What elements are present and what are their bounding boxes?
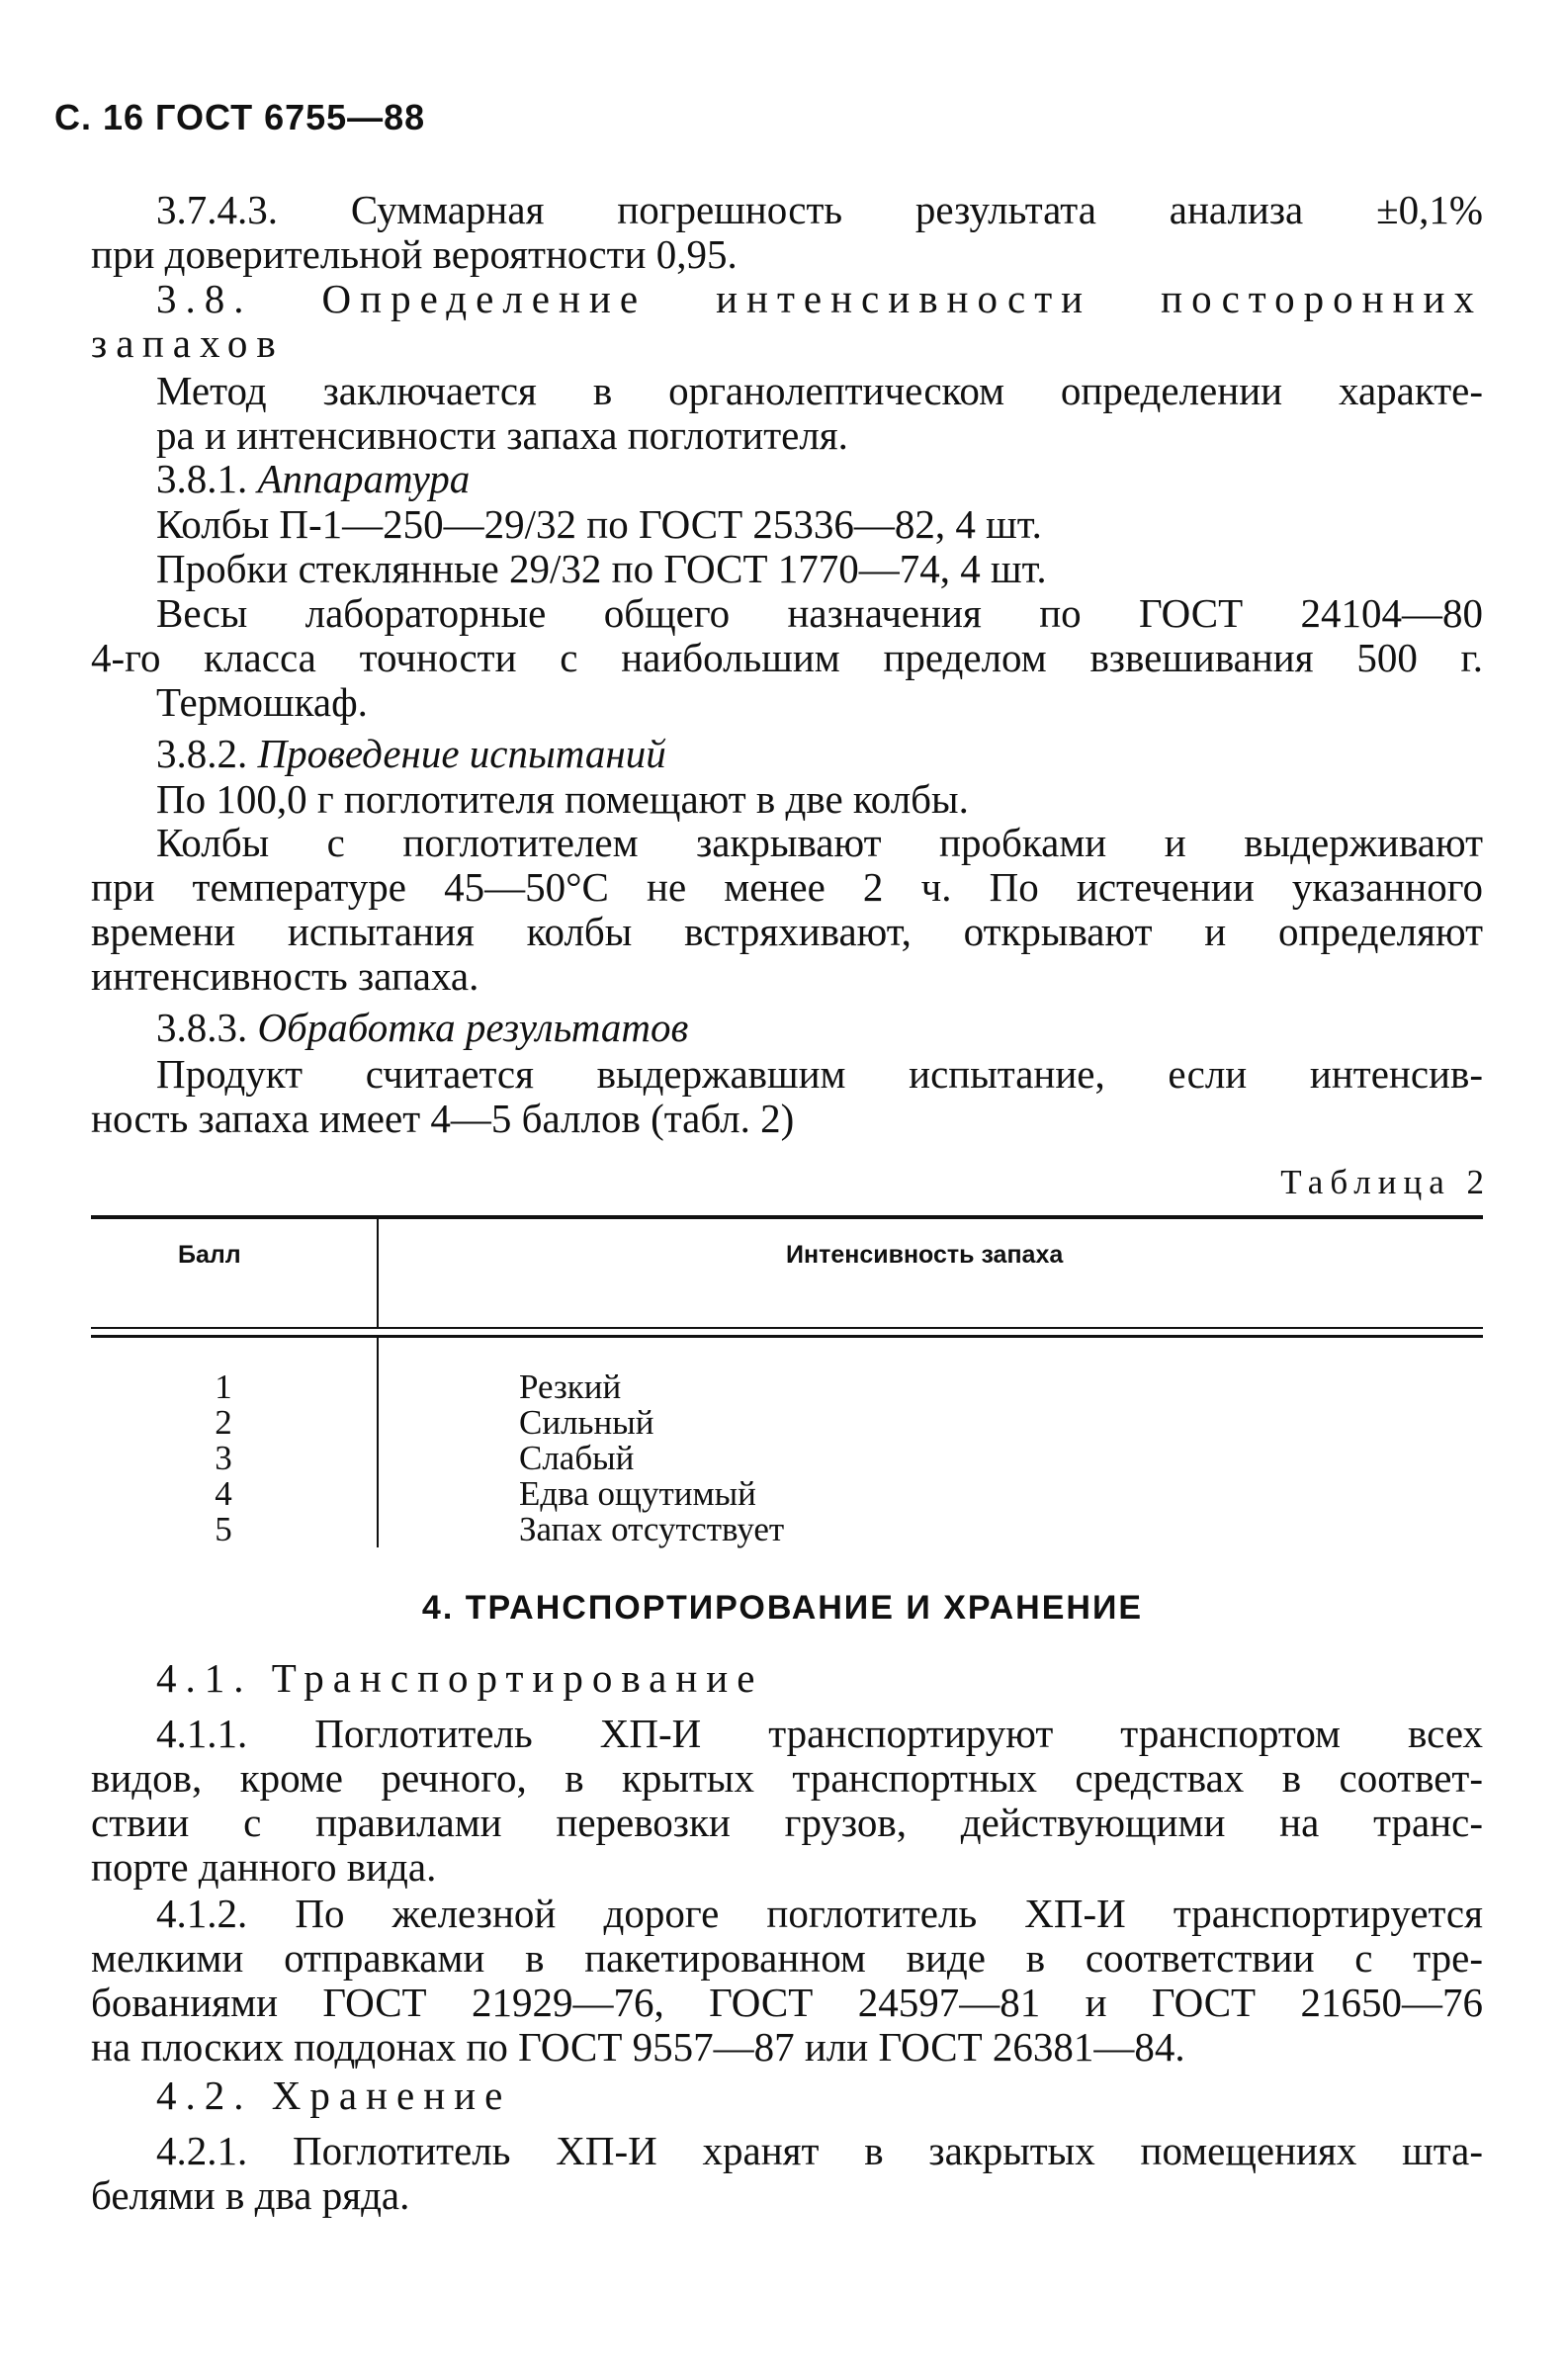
section-number: 3.8.1.: [156, 456, 248, 501]
table-cell-score: 1: [215, 1367, 232, 1406]
section-number: 3.8.3.: [156, 1005, 248, 1050]
table-cell-score: 2: [215, 1403, 232, 1442]
table-header-rule-2: [91, 1335, 1483, 1338]
table-body-divider: [377, 1338, 379, 1547]
table-header-rule-1: [91, 1327, 1483, 1329]
subheading-3-8-2: [91, 732, 1483, 776]
line: 3.7.4.3. Суммарная погрешность результата анализа ±0,1%: [156, 187, 1483, 232]
section-title: Аппаратура: [257, 456, 471, 501]
paragraph-flasks: [91, 502, 1483, 547]
subheading-3-8-1: [91, 457, 1483, 501]
line: 4.1.2. По железной дороге поглотитель ХП-И транспортируется: [156, 1891, 1483, 1936]
table-cell-intensity: Слабый: [519, 1439, 635, 1477]
line: Пробки стеклянные 29/32 по ГОСТ 1770—74, 4 шт.: [156, 546, 1047, 591]
line: 4.1.1. Поглотитель ХП-И транспортируют транспортом всех: [156, 1711, 1483, 1756]
column-header-intensity: Интенсивность запаха: [786, 1241, 1064, 1269]
line: 3.8. Определение интенсивности посторонних: [156, 276, 1483, 321]
line: ра и интенсивности запаха поглотителя.: [156, 412, 848, 458]
line: 4.1. Транспортирование: [156, 1655, 764, 1701]
line: на плоских поддонах по ГОСТ 9557—87 или ГОСТ 26381—84.: [91, 2024, 1185, 2070]
line: Метод заключается в органолептическом определении характе-: [156, 368, 1483, 413]
section-number: 3.8.2.: [156, 731, 248, 776]
paragraph-stoppers: [91, 547, 1483, 591]
column-header-score: Балл: [178, 1241, 241, 1269]
line: мелкими отправками в пакетированном виде в соответствии с тре-: [91, 1935, 1483, 1981]
line: Колбы П-1—250—29/32 по ГОСТ 25336—82, 4 шт.: [156, 501, 1042, 547]
section-title: Проведение испытаний: [257, 731, 666, 776]
line: 4-го класса точности с наибольшим пределом взвешивания 500 г.: [91, 635, 1483, 680]
line: Термошкаф.: [156, 679, 368, 725]
table-cell-intensity: Сильный: [519, 1403, 654, 1442]
table-cell-intensity: Резкий: [519, 1367, 622, 1406]
table-header-divider: [377, 1219, 379, 1327]
table-cell-intensity: Запах отсутствует: [519, 1510, 785, 1548]
line: Колбы с поглотителем закрывают пробками и выдерживают: [156, 820, 1483, 865]
table-cell-score: 3: [215, 1439, 232, 1477]
paragraph-procedure: [91, 821, 1483, 999]
heading-4-2: [91, 2073, 1483, 2118]
paragraph-thermostat: [91, 680, 1483, 725]
line: при температуре 45—50°С не менее 2 ч. По истечении указанного: [91, 864, 1483, 910]
line: при доверительной вероятности 0,95.: [91, 231, 738, 277]
table-cell-score: 4: [215, 1474, 232, 1513]
paragraph-3-7-4-3: [91, 188, 1483, 277]
line: видов, кроме речного, в крытых транспортных средствах в соответ-: [91, 1755, 1483, 1801]
line: запахов: [91, 320, 285, 366]
section-title: Обработка результатов: [257, 1005, 689, 1050]
intensity-column: [519, 1369, 784, 1547]
line: порте данного вида.: [91, 1844, 437, 1890]
line: времени испытания колбы встряхивают, открывают и определяют: [91, 909, 1483, 954]
line: Продукт считается выдержавшим испытание, если интенсив-: [156, 1051, 1483, 1097]
line: ствии с правилами перевозки грузов, действующими на транс-: [91, 1800, 1483, 1845]
page-header: С. 16 ГОСТ 6755—88: [54, 97, 426, 137]
paragraph-4-2-1: [91, 2129, 1483, 2218]
table-top-rule: [91, 1215, 1483, 1219]
score-column: [198, 1369, 249, 1547]
paragraph-4-1-2: [91, 1892, 1483, 2070]
line: ность запаха имеет 4—5 баллов (табл. 2): [91, 1096, 795, 1141]
subheading-3-8-3: [91, 1006, 1483, 1050]
paragraph-method: [91, 369, 1483, 458]
table-cell-intensity: Едва ощутимый: [519, 1474, 756, 1513]
heading-4-1: [91, 1656, 1483, 1701]
heading-3-8: [91, 277, 1483, 366]
paragraph-4-1-1: [91, 1712, 1483, 1890]
line: интенсивность запаха.: [91, 953, 479, 999]
table-caption: Таблица 2: [1280, 1163, 1491, 1201]
paragraph-sample: [91, 777, 1483, 822]
line: 4.2.1. Поглотитель ХП-И хранят в закрытых помещениях шта-: [156, 2128, 1483, 2173]
line: бованиями ГОСТ 21929—76, ГОСТ 24597—81 и ГОСТ 21650—76: [91, 1980, 1483, 2025]
line: белями в два ряда.: [91, 2172, 410, 2218]
table-cell-score: 5: [215, 1510, 232, 1548]
paragraph-scales: [91, 591, 1483, 680]
line: По 100,0 г поглотителя помещают в две колбы.: [156, 776, 969, 822]
line: 4.2. Хранение: [156, 2072, 512, 2118]
line: Весы лабораторные общего назначения по ГОСТ 24104—80: [156, 590, 1483, 636]
paragraph-result: [91, 1052, 1483, 1141]
section-4-heading: 4. ТРАНСПОРТИРОВАНИЕ И ХРАНЕНИЕ: [421, 1589, 1144, 1627]
